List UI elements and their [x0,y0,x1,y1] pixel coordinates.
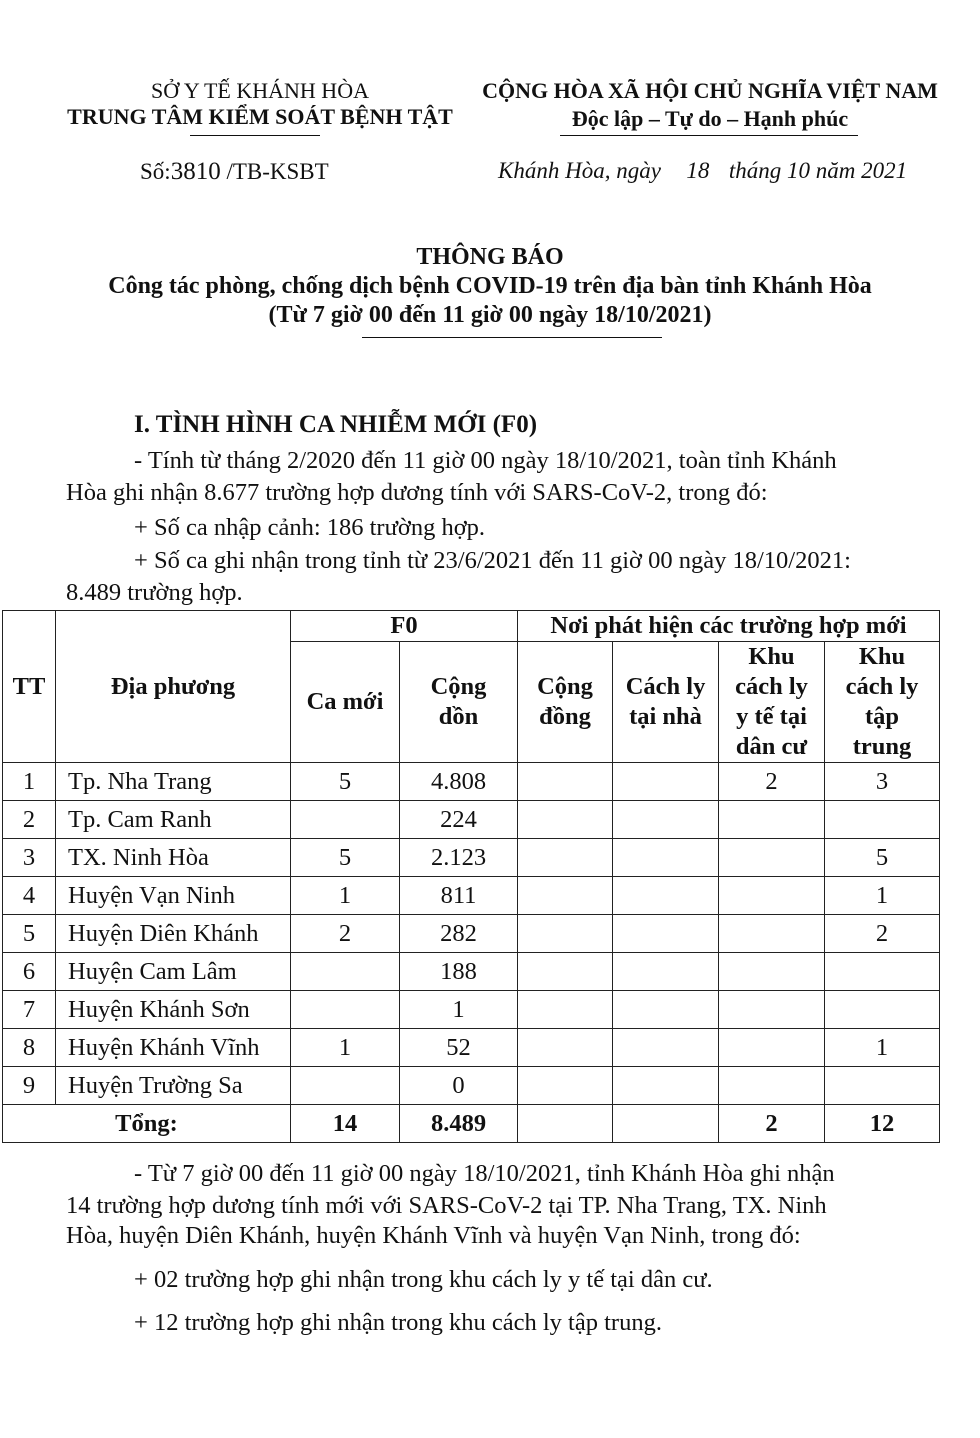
table-total-row [3,1105,940,1143]
row-tt: 5 [3,915,56,953]
row-new-cases [291,953,400,991]
row-tt: 3 [3,839,56,877]
row-tt: 6 [3,953,56,991]
after-para-3: + 12 trường hợp ghi nhận trong khu cách ly tập trung. [134,1309,662,1336]
row-medical [719,1067,825,1105]
row-home [613,991,719,1029]
total-cumulative: 8.489 [400,1105,518,1143]
national-title: CỘNG HÒA XÃ HỘI CHỦ NGHĨA VIỆT NAM [482,78,938,103]
row-cumulative: 282 [400,915,518,953]
row-locality: Huyện Vạn Ninh [56,877,291,915]
row-central: 2 [825,915,940,953]
document-date [498,158,907,184]
row-home [613,1067,719,1105]
row-cumulative: 2.123 [400,839,518,877]
row-medical [719,877,825,915]
row-central [825,801,940,839]
row-new-cases [291,1067,400,1105]
row-home [613,915,719,953]
table-row [3,991,940,1029]
row-tt: 1 [3,763,56,801]
row-home [613,801,719,839]
title-underline [362,337,662,338]
row-new-cases: 5 [291,763,400,801]
row-cumulative: 188 [400,953,518,991]
row-locality: TX. Ninh Hòa [56,839,291,877]
row-locality: Huyện Trường Sa [56,1067,291,1105]
row-community [518,953,613,991]
row-medical [719,839,825,877]
row-new-cases: 5 [291,839,400,877]
row-community [518,763,613,801]
row-home [613,953,719,991]
national-motto: Độc lập – Tự do – Hạnh phúc [571,106,849,131]
number-suffix: /TB-KSBT [226,159,329,184]
document-number [140,158,329,186]
row-community [518,877,613,915]
row-central: 3 [825,763,940,801]
table-row [3,839,940,877]
date-rest: tháng 10 năm 2021 [728,158,908,183]
after-para-2: + 02 trường hợp ghi nhận trong khu cách ly y tế tại dân cư. [134,1266,713,1293]
total-central: 12 [825,1105,940,1143]
after-para-1c: Hòa, huyện Diên Khánh, huyện Khánh Vĩnh và huyện Vạn Ninh, trong đó: [66,1222,801,1249]
row-community [518,915,613,953]
section-para-3a: + Số ca ghi nhận trong tỉnh từ 23/6/2021 đến 11 giờ 00 ngày 18/10/2021: [134,547,851,574]
row-medical [719,1029,825,1067]
row-cumulative: 1 [400,991,518,1029]
row-home [613,839,719,877]
header-tt: TT [3,611,56,763]
section-para-1a: - Tính từ tháng 2/2020 đến 11 giờ 00 ngày 18/10/2021, toàn tỉnh Khánh [134,447,837,474]
row-tt: 8 [3,1029,56,1067]
header-new-place: Nơi phát hiện các trường hợp mới [518,611,940,642]
total-label: Tổng: [3,1105,291,1143]
row-community [518,801,613,839]
row-cumulative: 4.808 [400,763,518,801]
header-new-cases: Ca mới [291,642,400,763]
after-para-1a: - Từ 7 giờ 00 đến 11 giờ 00 ngày 18/10/2021, tỉnh Khánh Hòa ghi nhận [134,1160,835,1187]
agency-underline [190,135,320,136]
total-community [518,1105,613,1143]
row-locality: Huyện Khánh Sơn [56,991,291,1029]
notice-title: THÔNG BÁO [416,244,564,270]
row-central [825,953,940,991]
number-prefix: Số: [140,159,171,184]
agency-name: TRUNG TÂM KIỂM SOÁT BỆNH TẬT [67,104,453,129]
row-cumulative: 52 [400,1029,518,1067]
header-f0: F0 [291,611,518,642]
row-new-cases: 2 [291,915,400,953]
header-medical-isolation: Khu cách ly y tế tại dân cư [719,642,825,763]
section-heading: I. TÌNH HÌNH CA NHIỄM MỚI (F0) [134,411,538,438]
row-home [613,877,719,915]
table-row [3,1067,940,1105]
cases-table [2,610,940,1143]
row-new-cases [291,991,400,1029]
row-cumulative: 811 [400,877,518,915]
row-tt: 9 [3,1067,56,1105]
row-tt: 2 [3,801,56,839]
table-row [3,763,940,801]
motto-underline [560,135,858,136]
section-para-1b: Hòa ghi nhận 8.677 trường hợp dương tính với SARS-CoV-2, trong đó: [66,479,768,506]
row-home [613,763,719,801]
row-community [518,1029,613,1067]
header-locality: Địa phương [56,611,291,763]
row-medical [719,953,825,991]
row-locality: Huyện Cam Lâm [56,953,291,991]
header-central-isolation: Khu cách ly tập trung [825,642,940,763]
header-home-isolation: Cách ly tại nhà [613,642,719,763]
row-tt: 4 [3,877,56,915]
header-community: Cộng đồng [518,642,613,763]
row-home [613,1029,719,1067]
row-community [518,991,613,1029]
row-central: 1 [825,1029,940,1067]
row-community [518,1067,613,1105]
table-row [3,877,940,915]
row-central: 1 [825,877,940,915]
row-cumulative: 224 [400,801,518,839]
section-para-2: + Số ca nhập cảnh: 186 trường hợp. [134,514,486,541]
row-locality: Huyện Khánh Vĩnh [56,1029,291,1067]
row-locality: Huyện Diên Khánh [56,915,291,953]
agency-parent: SỞ Y TẾ KHÁNH HÒA [151,78,369,103]
total-home [613,1105,719,1143]
table-row [3,953,940,991]
row-new-cases: 1 [291,877,400,915]
row-medical [719,801,825,839]
total-medical: 2 [719,1105,825,1143]
date-place: Khánh Hòa, ngày [498,158,661,183]
row-new-cases [291,801,400,839]
header-cumulative: Cộng dồn [400,642,518,763]
date-day: 18 [686,158,710,183]
row-cumulative: 0 [400,1067,518,1105]
notice-timeframe: (Từ 7 giờ 00 đến 11 giờ 00 ngày 18/10/2021) [268,302,712,328]
row-locality: Tp. Nha Trang [56,763,291,801]
row-medical [719,915,825,953]
table-row [3,1029,940,1067]
table-row [3,801,940,839]
row-community [518,839,613,877]
number-value: 3810 [170,158,221,185]
row-central [825,991,940,1029]
table-row [3,915,940,953]
notice-subtitle: Công tác phòng, chống dịch bệnh COVID-19 trên địa bàn tỉnh Khánh Hòa [108,273,872,299]
row-central: 5 [825,839,940,877]
after-para-1b: 14 trường hợp dương tính mới với SARS-CoV-2 tại TP. Nha Trang, TX. Ninh [66,1192,827,1219]
row-tt: 7 [3,991,56,1029]
section-para-3b: 8.489 trường hợp. [66,579,243,606]
total-new: 14 [291,1105,400,1143]
row-medical [719,991,825,1029]
row-central [825,1067,940,1105]
row-locality: Tp. Cam Ranh [56,801,291,839]
row-new-cases: 1 [291,1029,400,1067]
row-medical: 2 [719,763,825,801]
